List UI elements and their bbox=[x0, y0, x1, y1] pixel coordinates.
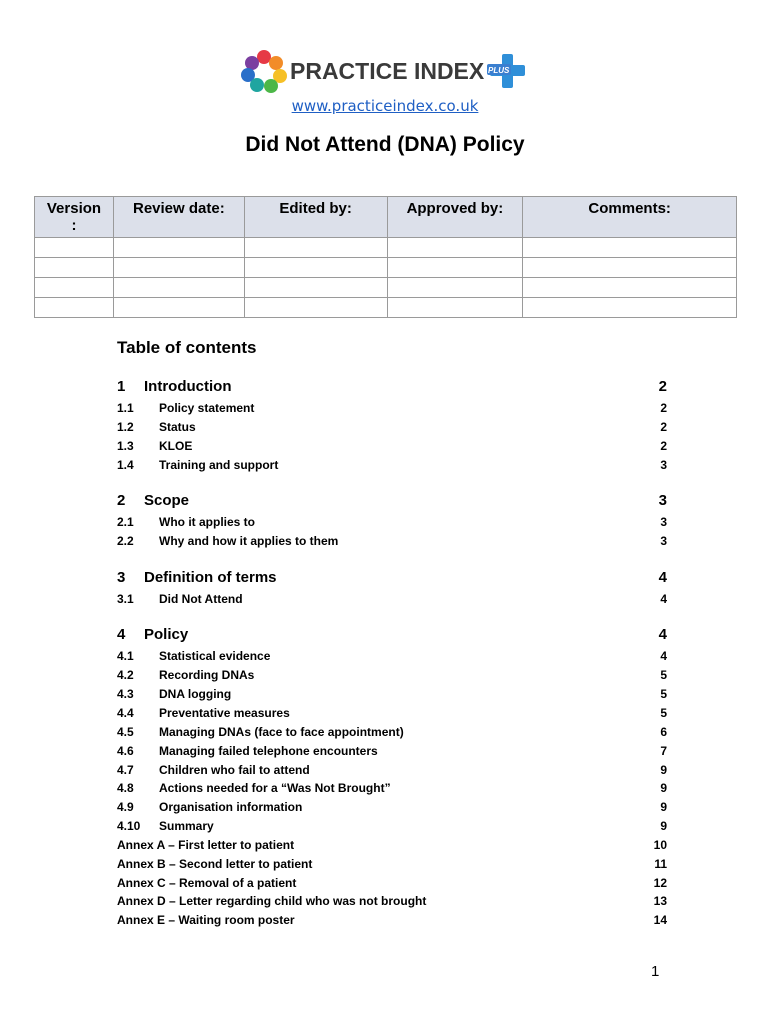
revision-cell bbox=[387, 258, 523, 278]
toc-annex[interactable] bbox=[117, 876, 667, 892]
toc-annex[interactable] bbox=[117, 838, 667, 854]
toc-entry-label: Training and support bbox=[159, 458, 279, 472]
toc-entry-number: 4.7 bbox=[117, 763, 134, 777]
revision-cell bbox=[244, 238, 387, 258]
toc-page-number: 3 bbox=[660, 534, 667, 548]
toc-page-number: 7 bbox=[660, 744, 667, 758]
toc-entry-label: Managing failed telephone encounters bbox=[159, 744, 378, 758]
toc-entry-label: KLOE bbox=[159, 439, 193, 453]
toc-entry-label: Summary bbox=[159, 819, 214, 833]
revision-cell bbox=[387, 278, 523, 298]
toc-annex-label: Annex A – First letter to patient bbox=[117, 838, 295, 852]
version-header: Version : bbox=[35, 197, 114, 238]
toc-title: Table of contents bbox=[117, 338, 257, 357]
toc-entry-label: Policy bbox=[144, 626, 189, 643]
toc-page-number: 9 bbox=[660, 819, 667, 833]
toc-entry-label: DNA logging bbox=[159, 687, 232, 701]
toc-subsection[interactable] bbox=[117, 687, 667, 703]
toc-subsection[interactable] bbox=[117, 401, 667, 417]
brand-badge: PLUS bbox=[488, 66, 510, 75]
page-number: 1 bbox=[651, 963, 660, 980]
toc-page-number: 3 bbox=[658, 492, 667, 509]
edited-by-header: Edited by: bbox=[244, 197, 387, 238]
revision-cell bbox=[35, 238, 114, 258]
toc-page-number: 9 bbox=[660, 781, 667, 795]
toc-page-number: 4 bbox=[660, 592, 667, 606]
toc-entry-label: Children who fail to attend bbox=[159, 763, 310, 777]
toc-entry-label: Why and how it applies to them bbox=[159, 534, 339, 548]
toc-entry-number: 2.1 bbox=[117, 515, 134, 529]
toc-subsection[interactable] bbox=[117, 439, 667, 455]
revision-cell bbox=[35, 258, 114, 278]
toc-page-number: 14 bbox=[653, 913, 667, 927]
revision-cell bbox=[523, 298, 737, 318]
toc-section[interactable] bbox=[117, 626, 667, 646]
toc-entry-number: 4 bbox=[117, 626, 126, 643]
revision-cell bbox=[523, 278, 737, 298]
comments-header: Comments: bbox=[523, 197, 737, 238]
toc-section[interactable] bbox=[117, 378, 667, 398]
revision-header-row bbox=[35, 197, 737, 238]
toc-entry-label: Scope bbox=[144, 492, 190, 509]
toc-subsection[interactable] bbox=[117, 534, 667, 550]
toc-entry-label: Recording DNAs bbox=[159, 668, 255, 682]
revision-row bbox=[35, 258, 737, 278]
toc-subsection[interactable] bbox=[117, 515, 667, 531]
toc-section[interactable] bbox=[117, 492, 667, 512]
revision-cell bbox=[523, 238, 737, 258]
toc-page-number: 4 bbox=[658, 569, 667, 586]
toc-subsection[interactable] bbox=[117, 420, 667, 436]
toc-entry-label: Who it applies to bbox=[159, 515, 255, 529]
toc-entry-number: 1.1 bbox=[117, 401, 134, 415]
toc-annex[interactable] bbox=[117, 913, 667, 929]
toc-entry-number: 4.2 bbox=[117, 668, 134, 682]
toc-entry-label: Preventative measures bbox=[159, 706, 290, 720]
toc-entry-number: 4.10 bbox=[117, 819, 141, 833]
toc-entry-number: 4.4 bbox=[117, 706, 134, 720]
toc-entry-label: Status bbox=[159, 420, 196, 434]
practice-index-logo bbox=[240, 48, 530, 94]
toc-annex-label: Annex C – Removal of a patient bbox=[117, 876, 297, 890]
toc-page-number: 12 bbox=[653, 876, 667, 890]
approved-by-header: Approved by: bbox=[387, 197, 523, 238]
toc-page-number: 10 bbox=[653, 838, 667, 852]
toc-subsection[interactable] bbox=[117, 725, 667, 741]
revision-cell bbox=[113, 238, 244, 258]
brand-name: PRACTICE INDEX bbox=[290, 58, 485, 84]
revision-cell bbox=[387, 298, 523, 318]
toc-annex[interactable] bbox=[117, 894, 667, 910]
toc-entry-label: Statistical evidence bbox=[159, 649, 271, 663]
toc-entry-number: 1.4 bbox=[117, 458, 134, 472]
toc-page-number: 3 bbox=[660, 515, 667, 529]
toc-entry-number: 3 bbox=[117, 569, 126, 586]
revision-row bbox=[35, 278, 737, 298]
review-date-header: Review date: bbox=[113, 197, 244, 238]
toc-page-number: 3 bbox=[660, 458, 667, 472]
toc-entry-number: 4.6 bbox=[117, 744, 134, 758]
revision-row bbox=[35, 298, 737, 318]
toc-subsection[interactable] bbox=[117, 649, 667, 665]
toc-page-number: 6 bbox=[660, 725, 667, 739]
toc-subsection[interactable] bbox=[117, 706, 667, 722]
toc-entry-number: 2.2 bbox=[117, 534, 134, 548]
toc-annex-label: Annex B – Second letter to patient bbox=[117, 857, 313, 871]
toc-annex-label: Annex E – Waiting room poster bbox=[117, 913, 295, 927]
revision-cell bbox=[113, 258, 244, 278]
document-title: Did Not Attend (DNA) Policy bbox=[245, 133, 525, 156]
revision-cell bbox=[523, 258, 737, 278]
revision-cell bbox=[244, 258, 387, 278]
logo-mark-icon bbox=[241, 50, 287, 93]
toc-page-number: 4 bbox=[658, 626, 667, 643]
toc-page-number: 5 bbox=[660, 687, 667, 701]
toc-page-number: 9 bbox=[660, 800, 667, 814]
toc-section[interactable] bbox=[117, 569, 667, 589]
revision-cell bbox=[244, 278, 387, 298]
toc-page-number: 13 bbox=[653, 894, 667, 908]
toc-entry-number: 4.1 bbox=[117, 649, 134, 663]
toc-entry-label: Actions needed for a “Was Not Brought” bbox=[159, 781, 391, 795]
toc-page-number: 4 bbox=[660, 649, 667, 663]
toc-entry-label: Organisation information bbox=[159, 800, 303, 814]
revision-cell bbox=[113, 278, 244, 298]
toc-page-number: 2 bbox=[660, 420, 667, 434]
revision-cell bbox=[35, 298, 114, 318]
toc-annex[interactable] bbox=[117, 857, 667, 873]
revision-cell bbox=[244, 298, 387, 318]
toc-page-number: 2 bbox=[658, 378, 667, 395]
toc-entry-number: 4.5 bbox=[117, 725, 134, 739]
toc-entry-number: 1.3 bbox=[117, 439, 134, 453]
revision-row bbox=[35, 238, 737, 258]
toc-entry-number: 4.3 bbox=[117, 687, 134, 701]
toc-subsection[interactable] bbox=[117, 668, 667, 684]
revision-cell bbox=[387, 238, 523, 258]
toc-entry-number: 1.2 bbox=[117, 420, 134, 434]
revision-table bbox=[34, 196, 737, 318]
toc-subsection[interactable] bbox=[117, 763, 667, 779]
toc-page-number: 2 bbox=[660, 439, 667, 453]
toc-subsection[interactable] bbox=[117, 744, 667, 760]
toc-entry-number: 4.8 bbox=[117, 781, 134, 795]
toc-entry-number: 2 bbox=[117, 492, 126, 509]
toc-entry-label: Definition of terms bbox=[144, 569, 277, 586]
toc-page-number: 5 bbox=[660, 668, 667, 682]
toc-entry-number: 1 bbox=[117, 378, 126, 395]
toc-page-number: 5 bbox=[660, 706, 667, 720]
toc-subsection[interactable] bbox=[117, 800, 667, 816]
toc-entry-number: 3.1 bbox=[117, 592, 134, 606]
revision-cell bbox=[35, 278, 114, 298]
toc-entry-label: Managing DNAs (face to face appointment) bbox=[159, 725, 404, 739]
toc-entry-number: 4.9 bbox=[117, 800, 134, 814]
toc-page-number: 2 bbox=[660, 401, 667, 415]
revision-cell bbox=[113, 298, 244, 318]
toc-entry-label: Introduction bbox=[144, 378, 232, 395]
toc-subsection[interactable] bbox=[117, 819, 667, 835]
toc-subsection[interactable] bbox=[117, 781, 667, 797]
toc-subsection[interactable] bbox=[117, 592, 667, 608]
toc-entry-label: Policy statement bbox=[159, 401, 255, 415]
toc-subsection[interactable] bbox=[117, 458, 667, 474]
website-link[interactable]: www.practiceindex.co.uk bbox=[291, 97, 479, 115]
toc-annex-label: Annex D – Letter regarding child who was not brought bbox=[117, 894, 427, 908]
toc-page-number: 11 bbox=[654, 857, 667, 871]
toc-entry-label: Did Not Attend bbox=[159, 592, 243, 606]
toc-page-number: 9 bbox=[660, 763, 667, 777]
